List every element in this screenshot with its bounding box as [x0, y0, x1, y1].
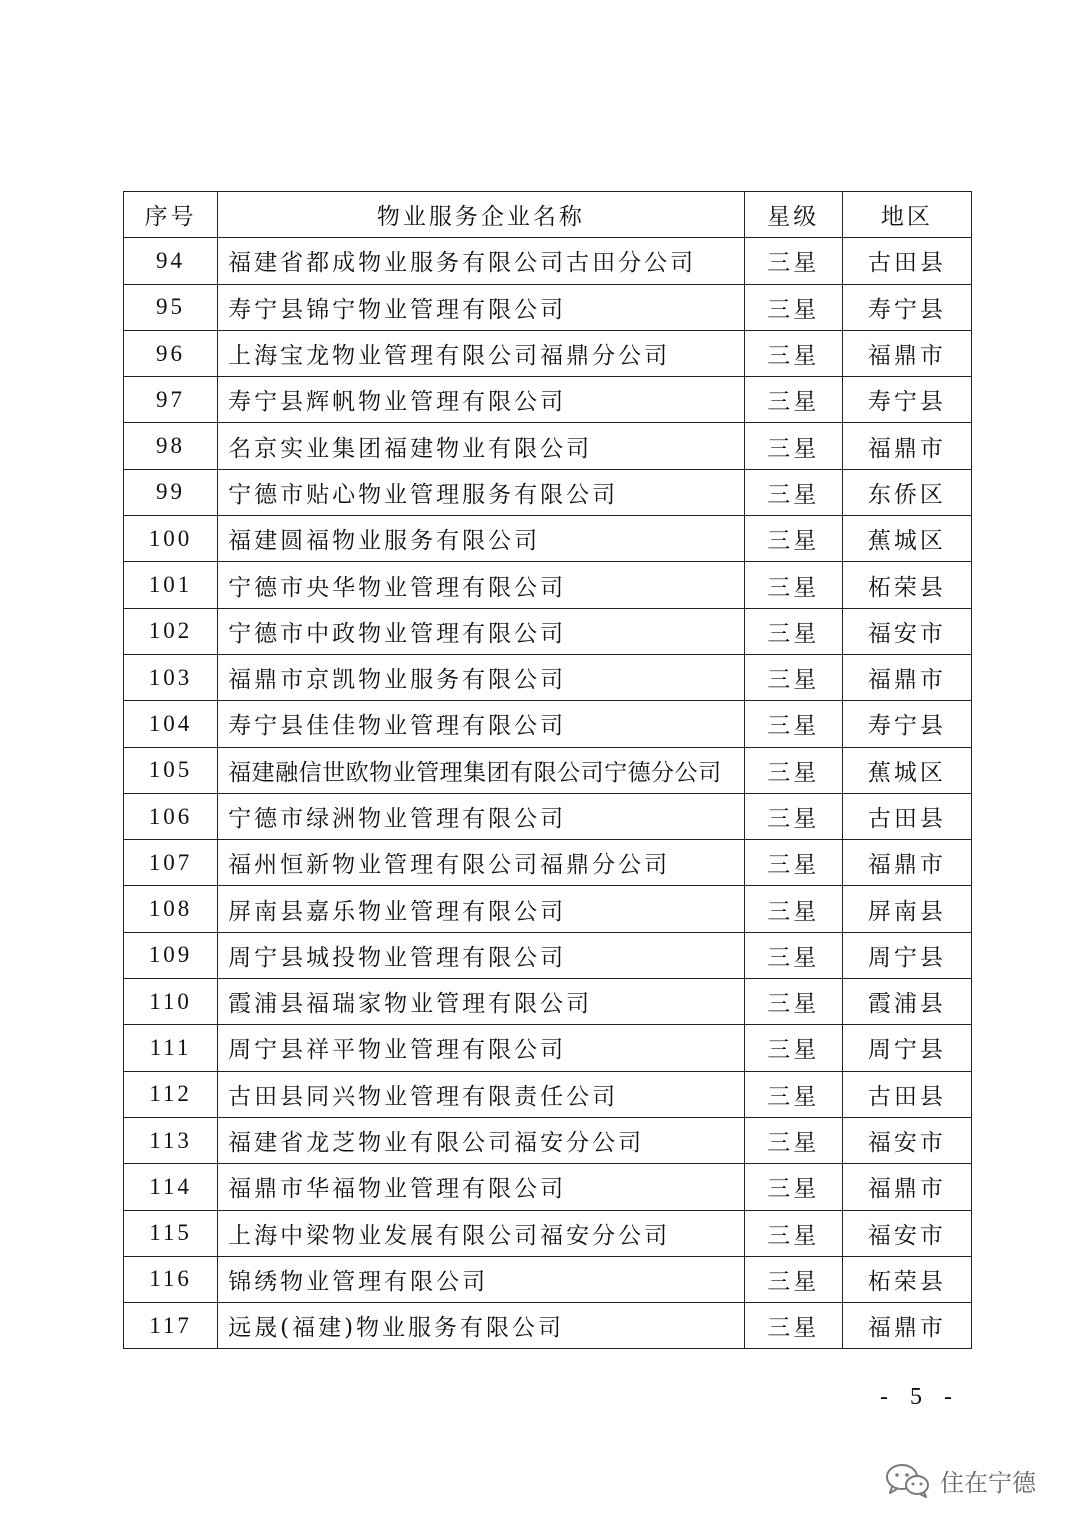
- table-row: [124, 747, 972, 793]
- header-name: 物业服务企业名称: [218, 192, 745, 238]
- row-region: 屏南县: [842, 886, 971, 932]
- row-region: 福鼎市: [842, 1164, 971, 1210]
- row-region: 古田县: [842, 793, 971, 839]
- row-region: 周宁县: [842, 1025, 971, 1071]
- page-number: - 5 -: [880, 1384, 960, 1410]
- row-region: 福鼎市: [842, 1303, 971, 1349]
- row-star: 三星: [744, 886, 842, 932]
- row-no: 97: [124, 377, 218, 423]
- row-no: 109: [124, 932, 218, 978]
- row-star: 三星: [744, 747, 842, 793]
- enterprise-table: [123, 191, 972, 1349]
- row-name: 屏南县嘉乐物业管理有限公司: [218, 886, 745, 932]
- row-no: 107: [124, 840, 218, 886]
- row-name: 名京实业集团福建物业有限公司: [218, 423, 745, 469]
- row-region: 福鼎市: [842, 654, 971, 700]
- row-star: 三星: [744, 377, 842, 423]
- row-name: 古田县同兴物业管理有限责任公司: [218, 1071, 745, 1117]
- table-row: [124, 423, 972, 469]
- row-star: 三星: [744, 284, 842, 330]
- table-row: [124, 1164, 972, 1210]
- table-row: [124, 330, 972, 376]
- row-name: 福建圆福物业服务有限公司: [218, 516, 745, 562]
- row-star: 三星: [744, 1071, 842, 1117]
- row-star: 三星: [744, 840, 842, 886]
- row-name: 上海中梁物业发展有限公司福安分公司: [218, 1210, 745, 1256]
- header-region: 地区: [842, 192, 971, 238]
- table-row: [124, 1303, 972, 1349]
- row-name: 福鼎市京凯物业服务有限公司: [218, 654, 745, 700]
- table-row: [124, 793, 972, 839]
- row-region: 古田县: [842, 238, 971, 284]
- table-row: [124, 562, 972, 608]
- table-row: [124, 1025, 972, 1071]
- row-no: 117: [124, 1303, 218, 1349]
- row-region: 霞浦县: [842, 979, 971, 1025]
- header-star: 星级: [744, 192, 842, 238]
- table-row: [124, 1256, 972, 1302]
- table-row: [124, 979, 972, 1025]
- table-row: [124, 886, 972, 932]
- row-name: 霞浦县福瑞家物业管理有限公司: [218, 979, 745, 1025]
- row-star: 三星: [744, 701, 842, 747]
- row-no: 105: [124, 747, 218, 793]
- row-name: 福建融信世欧物业管理集团有限公司宁德分公司: [218, 747, 745, 793]
- row-name: 宁德市中政物业管理有限公司: [218, 608, 745, 654]
- table-row: [124, 1210, 972, 1256]
- table-row: [124, 1071, 972, 1117]
- row-region: 福鼎市: [842, 423, 971, 469]
- row-no: 98: [124, 423, 218, 469]
- row-name: 寿宁县辉帆物业管理有限公司: [218, 377, 745, 423]
- row-region: 柘荣县: [842, 562, 971, 608]
- row-star: 三星: [744, 1117, 842, 1163]
- row-star: 三星: [744, 793, 842, 839]
- row-region: 福安市: [842, 608, 971, 654]
- row-name: 上海宝龙物业管理有限公司福鼎分公司: [218, 330, 745, 376]
- row-star: 三星: [744, 238, 842, 284]
- row-no: 111: [124, 1025, 218, 1071]
- row-star: 三星: [744, 1025, 842, 1071]
- table-row: [124, 516, 972, 562]
- row-name: 寿宁县佳佳物业管理有限公司: [218, 701, 745, 747]
- row-region: 寿宁县: [842, 284, 971, 330]
- row-region: 古田县: [842, 1071, 971, 1117]
- row-no: 108: [124, 886, 218, 932]
- table-row: [124, 377, 972, 423]
- row-region: 福安市: [842, 1210, 971, 1256]
- row-name: 远晟(福建)物业服务有限公司: [218, 1303, 745, 1349]
- table-row: [124, 238, 972, 284]
- table-row: [124, 932, 972, 978]
- row-star: 三星: [744, 1210, 842, 1256]
- row-name: 福鼎市华福物业管理有限公司: [218, 1164, 745, 1210]
- row-star: 三星: [744, 1256, 842, 1302]
- row-star: 三星: [744, 423, 842, 469]
- row-no: 112: [124, 1071, 218, 1117]
- row-no: 95: [124, 284, 218, 330]
- row-no: 96: [124, 330, 218, 376]
- row-star: 三星: [744, 330, 842, 376]
- table-row: [124, 1117, 972, 1163]
- row-name: 周宁县城投物业管理有限公司: [218, 932, 745, 978]
- table-row: [124, 701, 972, 747]
- row-region: 蕉城区: [842, 516, 971, 562]
- row-star: 三星: [744, 1303, 842, 1349]
- row-star: 三星: [744, 516, 842, 562]
- row-name: 宁德市贴心物业管理服务有限公司: [218, 469, 745, 515]
- row-no: 101: [124, 562, 218, 608]
- wechat-icon: [884, 1462, 932, 1498]
- row-region: 蕉城区: [842, 747, 971, 793]
- row-star: 三星: [744, 932, 842, 978]
- row-name: 福州恒新物业管理有限公司福鼎分公司: [218, 840, 745, 886]
- row-region: 福鼎市: [842, 840, 971, 886]
- row-region: 周宁县: [842, 932, 971, 978]
- row-no: 99: [124, 469, 218, 515]
- row-region: 柘荣县: [842, 1256, 971, 1302]
- row-star: 三星: [744, 469, 842, 515]
- table-row: [124, 284, 972, 330]
- row-region: 福鼎市: [842, 330, 971, 376]
- table-header-row: [124, 192, 972, 238]
- row-name: 周宁县祥平物业管理有限公司: [218, 1025, 745, 1071]
- row-name: 锦绣物业管理有限公司: [218, 1256, 745, 1302]
- row-no: 115: [124, 1210, 218, 1256]
- row-no: 103: [124, 654, 218, 700]
- row-name: 福建省龙芝物业有限公司福安分公司: [218, 1117, 745, 1163]
- row-region: 福安市: [842, 1117, 971, 1163]
- watermark: [884, 1462, 1036, 1498]
- row-no: 94: [124, 238, 218, 284]
- table-row: [124, 654, 972, 700]
- row-no: 113: [124, 1117, 218, 1163]
- table-row: [124, 840, 972, 886]
- table-row: [124, 608, 972, 654]
- row-name: 寿宁县锦宁物业管理有限公司: [218, 284, 745, 330]
- row-region: 东侨区: [842, 469, 971, 515]
- row-no: 116: [124, 1256, 218, 1302]
- row-no: 106: [124, 793, 218, 839]
- table-row: [124, 469, 972, 515]
- row-star: 三星: [744, 1164, 842, 1210]
- row-name: 宁德市央华物业管理有限公司: [218, 562, 745, 608]
- row-region: 寿宁县: [842, 701, 971, 747]
- row-name: 福建省都成物业服务有限公司古田分公司: [218, 238, 745, 284]
- row-no: 100: [124, 516, 218, 562]
- row-region: 寿宁县: [842, 377, 971, 423]
- header-no: 序号: [124, 192, 218, 238]
- watermark-text: 住在宁德: [940, 1468, 1036, 1497]
- row-no: 110: [124, 979, 218, 1025]
- row-star: 三星: [744, 562, 842, 608]
- row-star: 三星: [744, 654, 842, 700]
- row-no: 104: [124, 701, 218, 747]
- row-star: 三星: [744, 608, 842, 654]
- row-star: 三星: [744, 979, 842, 1025]
- row-no: 114: [124, 1164, 218, 1210]
- row-name: 宁德市绿洲物业管理有限公司: [218, 793, 745, 839]
- row-no: 102: [124, 608, 218, 654]
